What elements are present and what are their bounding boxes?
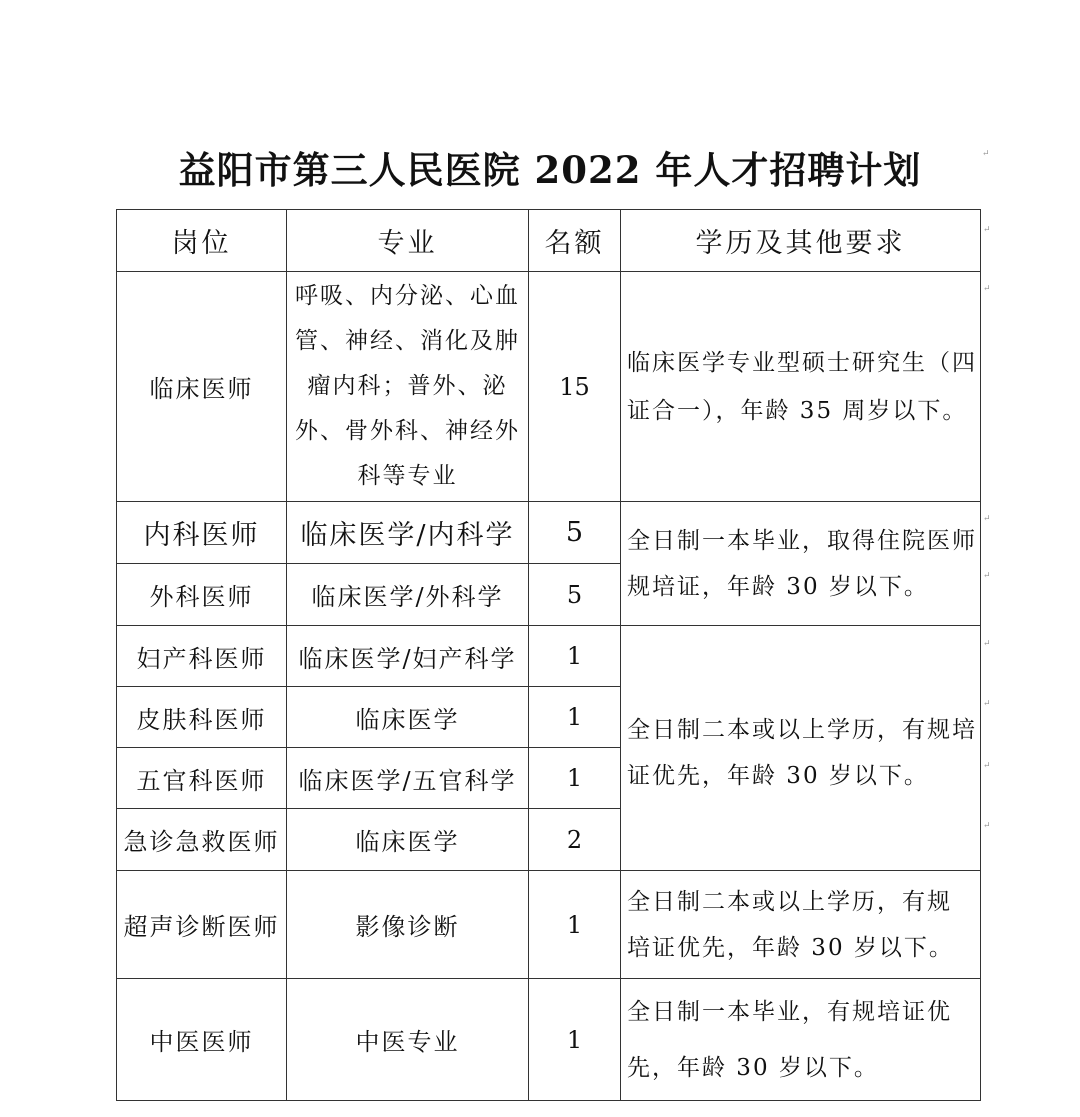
cell-requirements: 全日制一本毕业，有规培证优先，年龄 30 岁以下。 xyxy=(621,979,981,1101)
cell-major: 临床医学/内科学 xyxy=(287,502,529,564)
cell-count: 5 xyxy=(529,502,621,564)
cell-requirements: 全日制二本或以上学历，有规培证优先，年龄 30 岁以下。 xyxy=(621,871,981,979)
table-row xyxy=(117,502,981,564)
paragraph-mark-icon: ↵ xyxy=(983,514,991,524)
cell-position: 临床医师 xyxy=(117,272,287,502)
cell-requirements: 全日制一本毕业，取得住院医师规培证，年龄 30 岁以下。 xyxy=(621,502,981,626)
header-count: 名额 xyxy=(529,210,621,272)
cell-major: 临床医学/外科学 xyxy=(287,564,529,626)
cell-position: 内科医师 xyxy=(117,502,287,564)
paragraph-mark-icon: ↵ xyxy=(983,639,991,649)
cell-count: 5 xyxy=(529,564,621,626)
cell-major: 呼吸、内分泌、心血管、神经、消化及肿瘤内科；普外、泌外、骨外科、神经外科等专业 xyxy=(287,272,529,502)
cell-count: 1 xyxy=(529,687,621,748)
header-major: 专业 xyxy=(287,210,529,272)
cell-position: 皮肤科医师 xyxy=(117,687,287,748)
cell-major: 临床医学 xyxy=(287,687,529,748)
table-row xyxy=(117,626,981,687)
paragraph-mark-icon: ↵ xyxy=(982,149,990,159)
cell-count: 1 xyxy=(529,626,621,687)
table-row xyxy=(117,979,981,1101)
table-header-row xyxy=(117,210,981,272)
table-row xyxy=(117,272,981,502)
page-title: 益阳市第三人民医院 2022 年人才招聘计划 xyxy=(178,148,922,192)
cell-requirements: 全日制二本或以上学历，有规培证优先，年龄 30 岁以下。 xyxy=(621,626,981,871)
header-requirements: 学历及其他要求 xyxy=(621,210,981,272)
cell-position: 外科医师 xyxy=(117,564,287,626)
recruitment-table xyxy=(116,209,981,1101)
paragraph-mark-icon: ↵ xyxy=(983,699,991,709)
cell-major: 临床医学/五官科学 xyxy=(287,748,529,809)
cell-count: 1 xyxy=(529,871,621,979)
cell-count: 1 xyxy=(529,748,621,809)
cell-position: 急诊急救医师 xyxy=(117,809,287,871)
cell-major: 中医专业 xyxy=(287,979,529,1101)
header-position: 岗位 xyxy=(117,210,287,272)
paragraph-mark-icon: ↵ xyxy=(983,225,991,235)
cell-position: 中医医师 xyxy=(117,979,287,1101)
paragraph-mark-icon: ↵ xyxy=(983,284,991,294)
paragraph-mark-icon: ↵ xyxy=(983,571,991,581)
paragraph-mark-icon: ↵ xyxy=(983,761,991,771)
cell-major: 影像诊断 xyxy=(287,871,529,979)
cell-count: 15 xyxy=(529,272,621,502)
cell-major: 临床医学 xyxy=(287,809,529,871)
cell-position: 五官科医师 xyxy=(117,748,287,809)
cell-count: 1 xyxy=(529,979,621,1101)
table-row xyxy=(117,871,981,979)
paragraph-mark-icon: ↵ xyxy=(983,821,991,831)
cell-position: 妇产科医师 xyxy=(117,626,287,687)
cell-count: 2 xyxy=(529,809,621,871)
cell-position: 超声诊断医师 xyxy=(117,871,287,979)
cell-major: 临床医学/妇产科学 xyxy=(287,626,529,687)
cell-requirements: 临床医学专业型硕士研究生（四证合一），年龄 35 周岁以下。 xyxy=(621,272,981,502)
